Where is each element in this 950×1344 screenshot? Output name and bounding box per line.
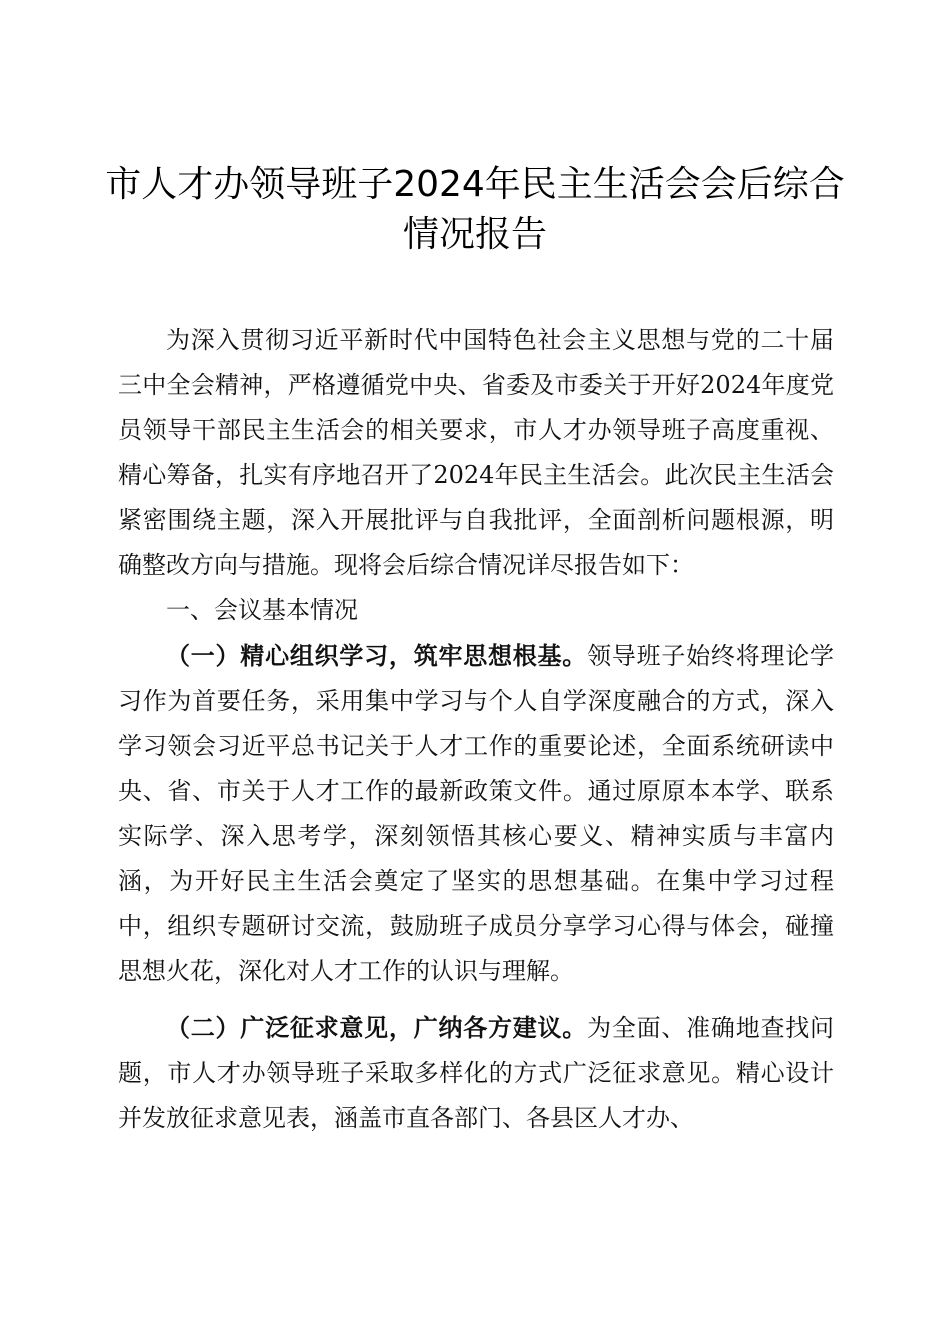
- subsection-text: 领导班子始终将理论学习作为首要任务，采用集中学习与个人自学深度融合的方式，深入学习领会习近平总书记关于人才工作的重要论述，全面系统研读中央、省、市关于人才工作的最新政策文件。通过原原本本学、联系实际学、深入思考学，深刻领悟其核心要义、精神实质与丰富内涵，为开好民主生活会奠定了坚实的思想基础。在集中学习过程中，组织专题研讨交流，鼓励班子成员分享学习心得与体会，碰撞思想火花，深化对人才工作的认识与理解。: [118, 642, 835, 985]
- section-heading: 一、会议基本情况: [166, 596, 358, 624]
- page-title: 市人才办领导班子2024年民主生活会会后综合情况报告: [105, 164, 845, 255]
- intro-paragraph: 为深入贯彻习近平新时代中国特色社会主义思想与党的二十届三中全会精神，严格遵循党中央、省委及市委关于开好2024年度党员领导干部民主生活会的相关要求，市人才办领导班子高度重视、精心筹备，扎实有序地召开了2024年民主生活会。此次民主生活会紧密围绕主题，深入开展批评与自我批评，全面剖析问题根源，明确整改方向与措施。现将会后综合情况详尽报告如下：: [118, 326, 834, 579]
- subsection-lead: （二）广泛征求意见，广纳各方建议。: [166, 1013, 588, 1042]
- subsection-paragraph: [118, 633, 834, 994]
- document-body: [118, 318, 834, 1141]
- subsection-paragraph: [118, 1005, 834, 1141]
- subsection-lead: （一）精心组织学习，筑牢思想根基。: [166, 641, 588, 670]
- subsection-text: 为全面、准确地查找问题，市人才办领导班子采取多样化的方式广泛征求意见。精心设计并发放征求意见表，涵盖市直各部门、各县区人才办、: [118, 1014, 835, 1132]
